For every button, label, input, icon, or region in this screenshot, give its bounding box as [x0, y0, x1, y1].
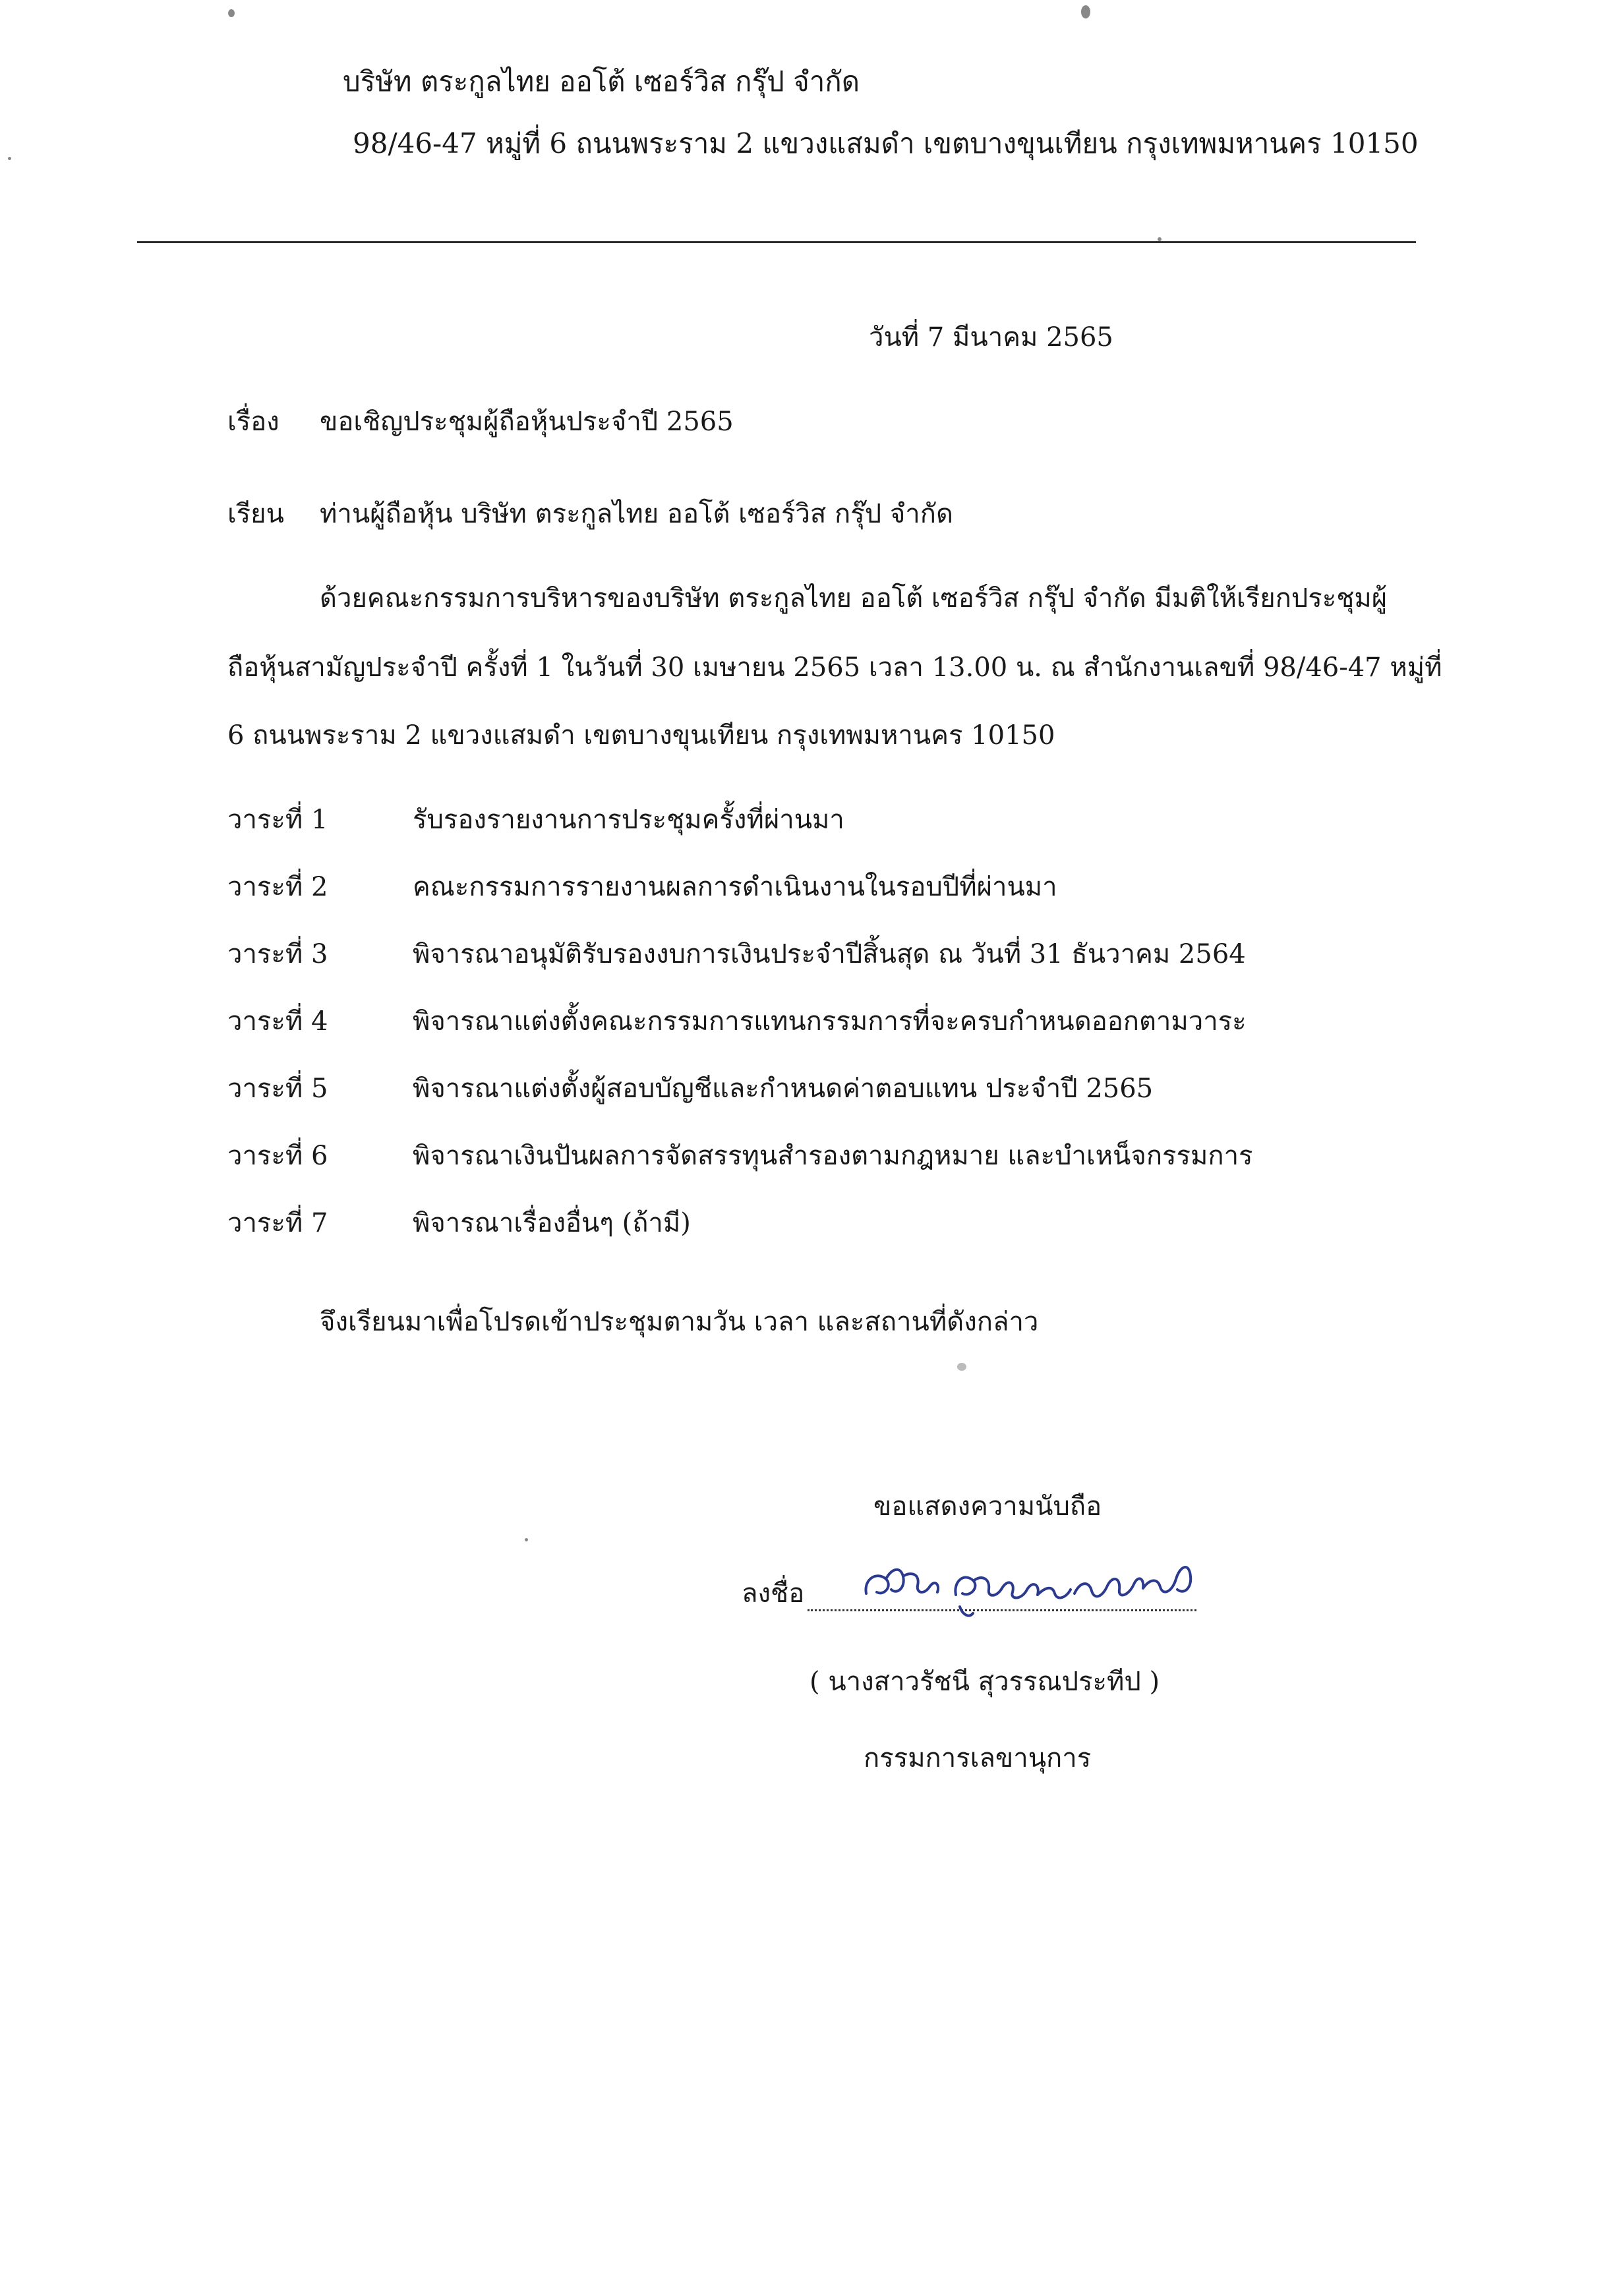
agenda-label: วาระที่ 1 — [227, 805, 328, 835]
scan-speck — [1081, 5, 1090, 18]
agenda-item: พิจารณาแต่งตั้งผู้สอบบัญชีและกำหนดค่าตอบแทน ประจำปี 2565 — [413, 1074, 1154, 1104]
body-line: 6 ถนนพระราม 2 แขวงแสมดำ เขตบางขุนเทียน กรุงเทพมหานคร 10150 — [227, 720, 1055, 751]
scan-speck — [228, 9, 235, 17]
agenda-item: พิจารณาแต่งตั้งคณะกรรมการแทนกรรมการที่จะครบกำหนดออกตามวาระ — [413, 1006, 1247, 1037]
scan-speck — [525, 1538, 528, 1541]
body-line: ถือหุ้นสามัญประจำปี ครั้งที่ 1 ในวันที่ 30 เมษายน 2565 เวลา 13.00 น. ณ สำนักงานเลขที่ 98/46-47 หมู่ที่ — [227, 652, 1442, 683]
agenda-label: วาระที่ 6 — [227, 1141, 328, 1171]
subject-text: ขอเชิญประชุมผู้ถือหุ้นประจำปี 2565 — [320, 407, 734, 437]
signatory-position: กรรมการเลขานุการ — [864, 1743, 1092, 1773]
signatory-name: ( นางสาวรัชนี สุวรรณประทีป ) — [810, 1667, 1160, 1697]
agenda-label: วาระที่ 4 — [227, 1006, 328, 1037]
scan-speck — [957, 1363, 966, 1371]
scan-speck — [8, 157, 11, 160]
agenda-label: วาระที่ 5 — [227, 1074, 328, 1104]
closing-text: จึงเรียนมาเพื่อโปรดเข้าประชุมตามวัน เวลา และสถานที่ดังกล่าว — [320, 1307, 1039, 1337]
regards-text: ขอแสดงความนับถือ — [873, 1491, 1102, 1522]
sign-label: ลงชื่อ — [742, 1578, 805, 1609]
agenda-item: พิจารณาอนุมัติรับรองงบการเงินประจำปีสิ้นสุด ณ วันที่ 31 ธันวาคม 2564 — [413, 939, 1246, 969]
agenda-label: วาระที่ 2 — [227, 872, 328, 902]
agenda-item: รับรองรายงานการประชุมครั้งที่ผ่านมา — [413, 805, 844, 835]
agenda-label: วาระที่ 7 — [227, 1208, 328, 1238]
agenda-label: วาระที่ 3 — [227, 939, 328, 969]
letter-date: วันที่ 7 มีนาคม 2565 — [869, 322, 1113, 353]
company-address: 98/46-47 หมู่ที่ 6 ถนนพระราม 2 แขวงแสมดำ เขตบางขุนเทียน กรุงเทพมหานคร 10150 — [353, 127, 1419, 159]
scan-speck — [1158, 237, 1162, 241]
to-label: เรียน — [227, 499, 284, 529]
agenda-item: พิจารณาเงินปันผลการจัดสรรทุนสำรองตามกฎหมาย และบำเหน็จกรรมการ — [413, 1141, 1253, 1171]
company-name: บริษัท ตระกูลไทย ออโต้ เซอร์วิส กรุ๊ป จำกัด — [343, 65, 860, 98]
header-divider — [137, 241, 1416, 243]
agenda-item: คณะกรรมการรายงานผลการดำเนินงานในรอบปีที่ผ่านมา — [413, 872, 1057, 902]
subject-label: เรื่อง — [227, 407, 280, 437]
handwritten-signature — [857, 1516, 1226, 1641]
body-line: ด้วยคณะกรรมการบริหารของบริษัท ตระกูลไทย ออโต้ เซอร์วิส กรุ๊ป จำกัด มีมติให้เรียกประชุมผู้ — [320, 583, 1388, 614]
agenda-item: พิจารณาเรื่องอื่นๆ (ถ้ามี) — [413, 1208, 691, 1238]
to-text: ท่านผู้ถือหุ้น บริษัท ตระกูลไทย ออโต้ เซอร์วิส กรุ๊ป จำกัด — [320, 499, 953, 529]
